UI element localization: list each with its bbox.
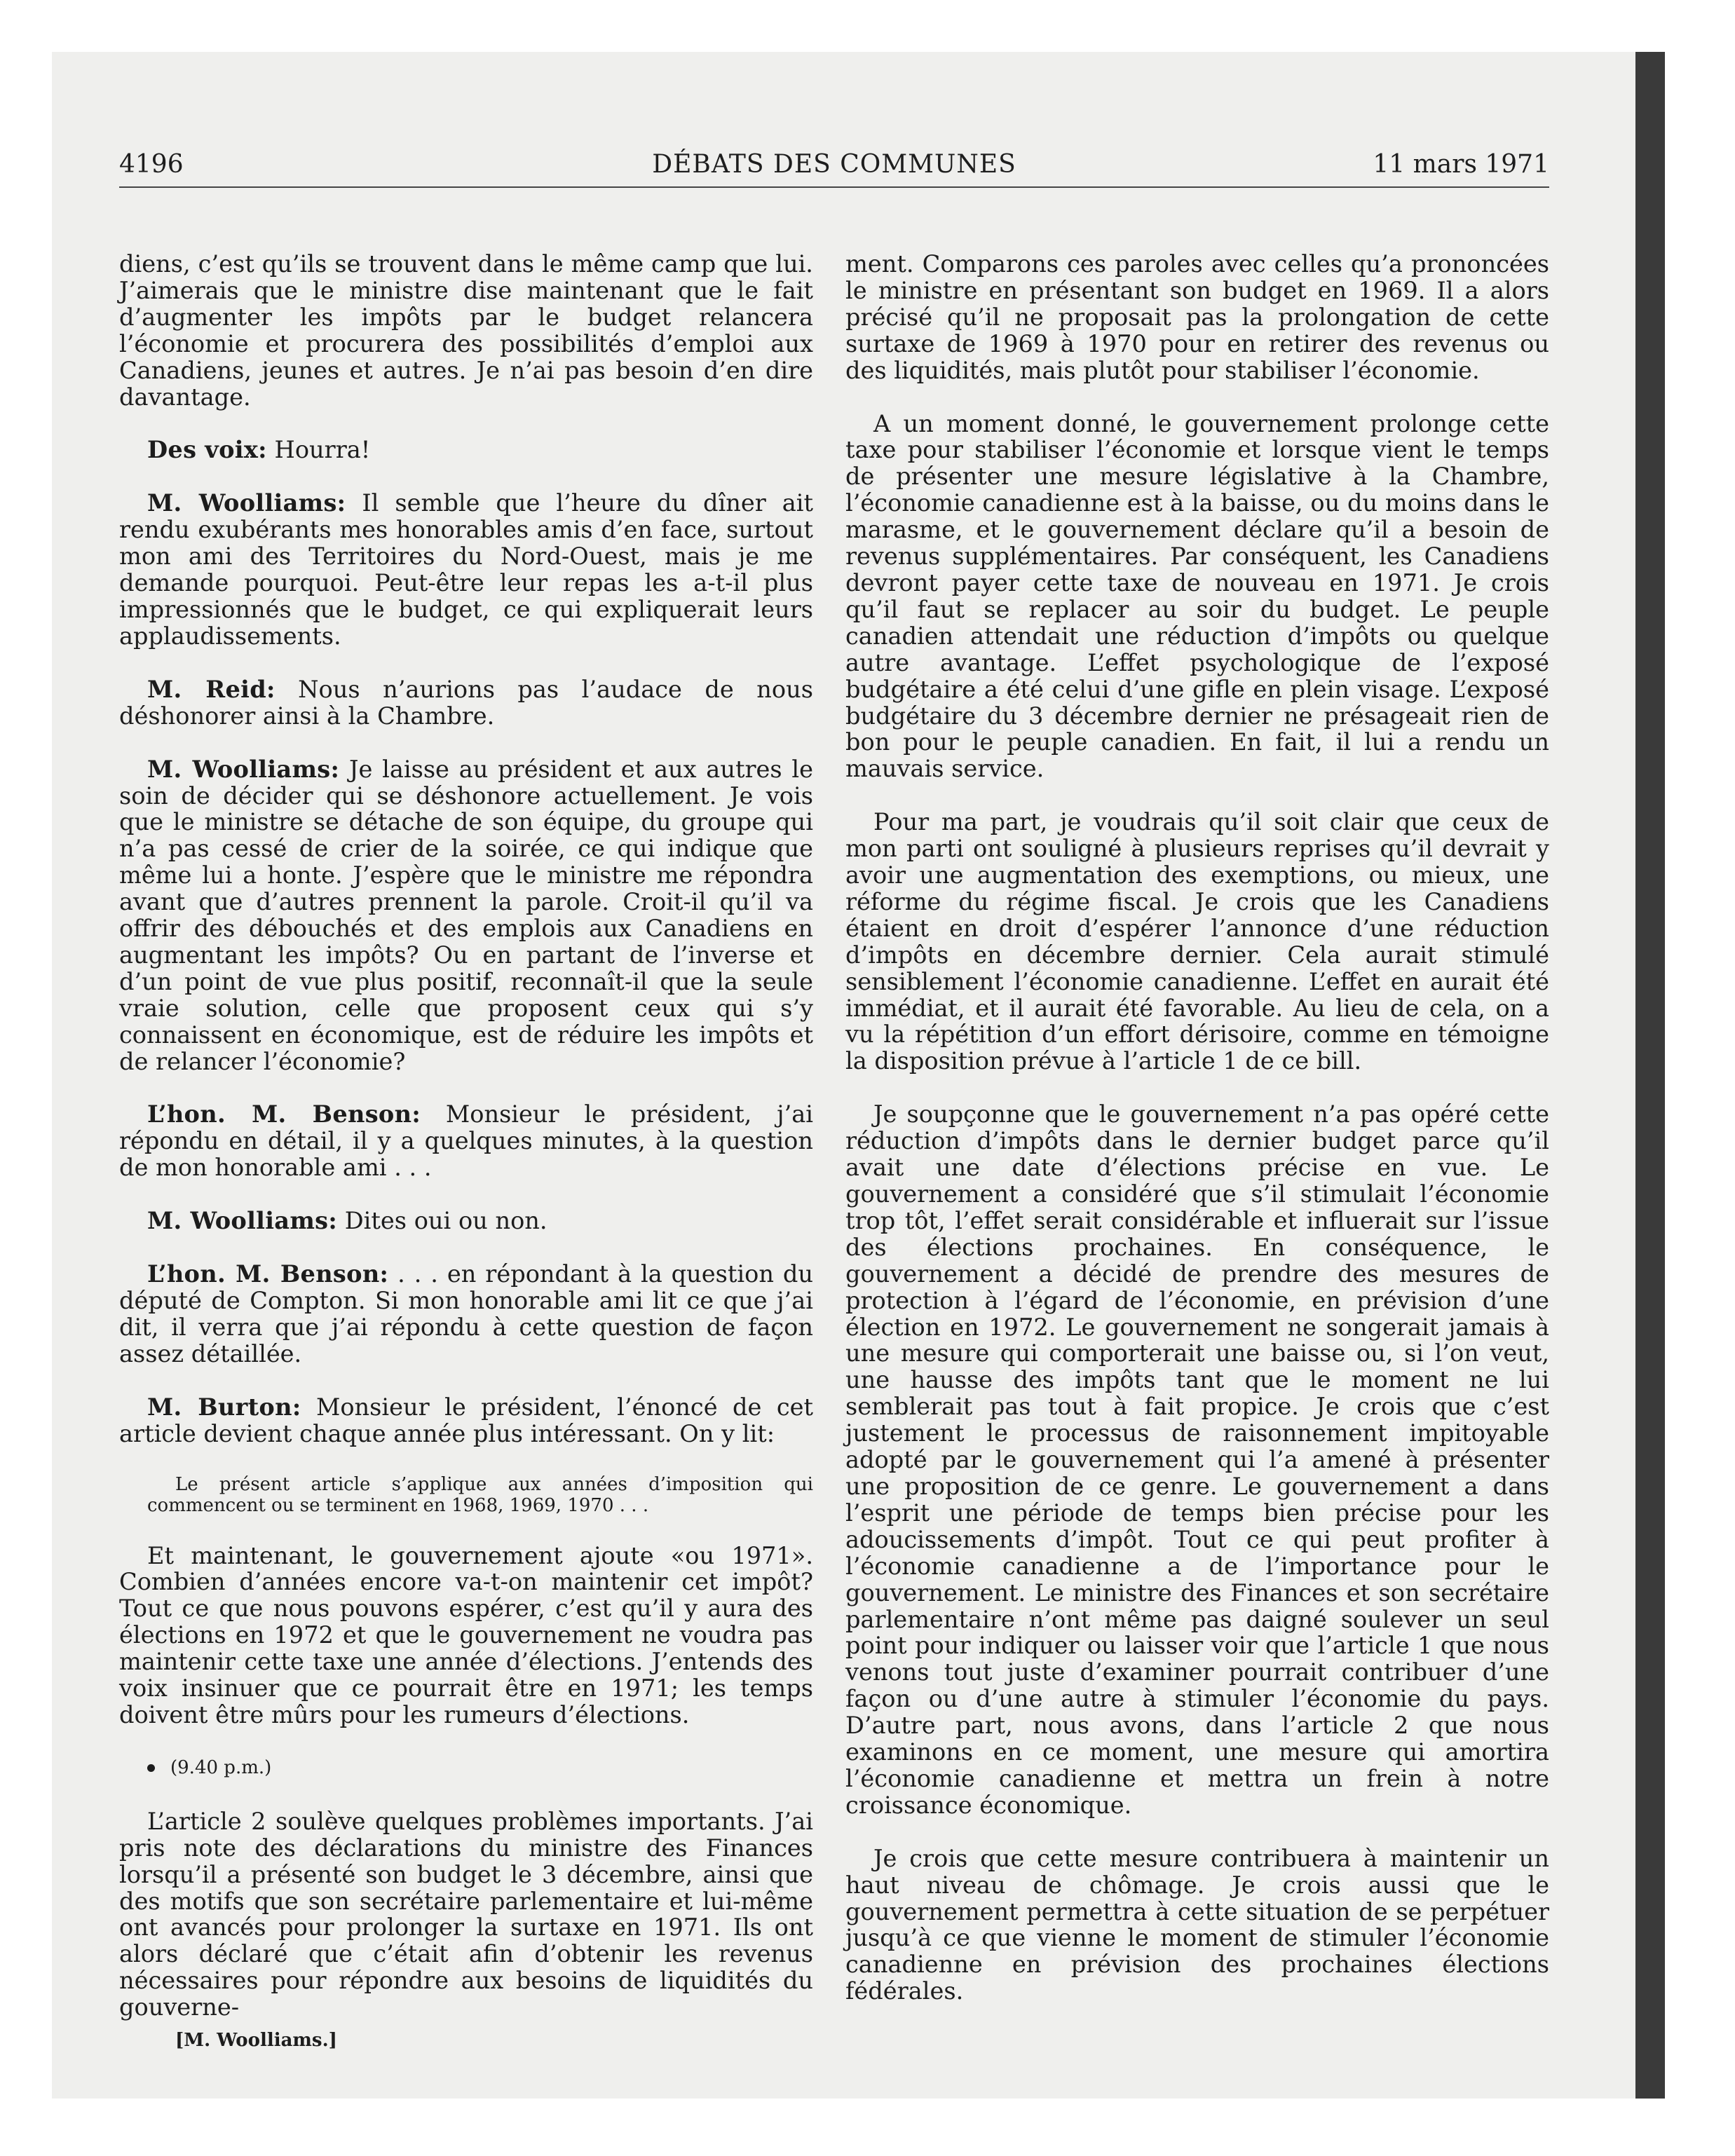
speaker-name: M. Burton: xyxy=(147,1392,301,1421)
speech xyxy=(119,756,813,1075)
speaker-name: M. Woolliams: xyxy=(147,489,346,517)
paragraph: Je soupçonne que le gouvernement n’a pas opéré cette réduction d’impôts dans le dernier budget parce qu’il avait une date d’élections précise en vue. Le gouvernement a considéré que s’il stimulait l’économie trop tôt, l’effet serait considérable et influerait sur l’issue des élections prochaines. En conséquence, le gouvernement a décidé de prendre des mesures de protection à l’égard de l’économie, en prévision d’une élection en 1972. Le gouvernement ne songerait jamais à une mesure qui comporterait une baisse ou, si l’on veut, une hausse des impôts tant que le moment ne lui semblerait pas tout à fait propice. Je crois que c’est justement le processus de raisonnement impitoyable adopté par le gouvernement qui l’a amené à présenter une proposition de ce genre. Le gouvernement a dans l’esprit une période de temps bien précise pour les adoucissements d’impôt. Tout ce qui peut profiter à l’économie canadienne a de l’importance pour le gouvernement. Le ministre des Finances et son secrétaire parlementaire n’ont même pas daigné soulever un seul point pour indiquer ou laisser voir que l’article 1 que nous venons tout juste d’examiner pourrait contribuer d’une façon ou d’une autre à stimuler l’économie du pays. D’autre part, nous avons, dans l’article 2 que nous examinons en ce moment, une mesure qui amortira l’économie canadienne et mettra un frein à notre croissance économique. xyxy=(845,1100,1549,1819)
speech-text: . . . en répondant à la question du député de Compton. Si mon honorable ami lit ce que j’ai dit, il verra que j’ai répondu à cette question de façon assez détaillée. xyxy=(119,1260,813,1367)
speaker-name: M. Woolliams: xyxy=(147,1206,338,1235)
paragraph: diens, c’est qu’ils se trouvent dans le même camp que lui. J’aimerais que le ministre dise maintenant que le fait d’augmenter les impôts par le budget relancera l’économie et procurera des possibilités d’emploi aux Canadiens, jeunes et autres. Je n’ai pas besoin d’en dire davantage. xyxy=(119,250,813,411)
right-column xyxy=(845,251,1549,2031)
scan-edge-shadow xyxy=(1635,52,1665,2099)
speaker-name: M. Reid: xyxy=(147,674,275,703)
speech xyxy=(119,437,813,463)
page-date: 11 mars 1971 xyxy=(1373,150,1549,179)
speech xyxy=(119,676,813,730)
publication-title: DÉBATS DES COMMUNES xyxy=(652,150,1016,179)
speech-text: Monsieur le président, j’ai répondu en détail, il y a quelques minutes, à la question de mon honorable ami . . . xyxy=(119,1100,813,1182)
speech xyxy=(119,1101,813,1181)
paragraph: A un moment donné, le gouvernement prolonge cette taxe pour stabiliser l’économie et lorsque vient le temps de présenter une mesure législative à la Chambre, l’économie canadienne est à la baisse, ou du moins dans le marasme, et le gouvernement déclare qu’il a besoin de revenus supplémentaires. Par conséquent, les Canadiens devront payer cette taxe de nouveau en 1971. Je crois qu’il faut se replacer au soir du budget. Le peuple canadien attendait une réduction d’impôts ou quelque autre avantage. L’effet psychologique de l’exposé budgétaire a été celui d’une gifle en plein visage. L’exposé budgétaire du 3 décembre dernier ne présageait rien de bon pour le peuple canadien. En fait, il lui a rendu un mauvais service. xyxy=(845,409,1549,783)
quoted-text: Le présent article s’applique aux années d’imposition qui commencent ou se terminent en 1968, 1969, 1970 . . . xyxy=(147,1473,813,1516)
speech xyxy=(119,490,813,649)
page-header xyxy=(119,150,1549,188)
speech-text: Je laisse au président et aux autres le soin de décider qui se déshonore actuellement. Je vois que le ministre se détache de son équipe, du groupe qui n’a pas cessé de crier de la soirée, ce qui indique que même lui a honte. J’espère que le ministre me répondra avant que d’autres prennent la parole. Croit-il qu’il va offrir des débouchés et des emplois aux Canadiens en augmentant les impôts? Ou en partant de l’inverse et d’un point de vue plus positif, reconnaît-il que la seule vraie solution, celle que proposent ceux qui s’y connaissent en économique, est de réduire les impôts et de relancer l’économie? xyxy=(119,755,813,1075)
time-stamp: (9.40 p.m.) xyxy=(170,1756,272,1778)
paragraph: Je crois que cette mesure contribuera à maintenir un haut niveau de chômage. Je crois aussi que le gouvernement permettra à cette situation de se perpétuer jusqu’à ce que vienne le moment de stimuler l’économie canadienne en prévision des prochaines élections fédérales. xyxy=(845,1844,1549,2005)
speech xyxy=(119,1261,813,1367)
speech xyxy=(119,1208,813,1234)
speech-text: Nous n’aurions pas l’audace de nous déshonorer ainsi à la Chambre. xyxy=(119,675,813,730)
paragraph: Pour ma part, je voudrais qu’il soit clair que ceux de mon parti ont souligné à plusieurs reprises qu’il devrait y avoir une augmentation des exemptions, ou mieux, une réforme du régime fiscal. Je crois que les Canadiens étaient en droit d’espérer l’annonce d’une réduction d’impôts en décembre dernier. Cela aurait stimulé sensiblement l’économie canadienne. L’effet en aurait été immédiat, et il aurait été favorable. Au lieu de cela, on a vu la répétition d’un effort dérisoire, comme en témoigne la disposition prévue à l’article 1 de ce bill. xyxy=(845,808,1549,1075)
paragraph: Et maintenant, le gouvernement ajoute «ou 1971». Combien d’années encore va-t-on maintenir cet impôt? Tout ce que nous pouvons espérer, c’est qu’il y aura des élections en 1972 et que le gouvernement ne voudra pas maintenir cette taxe une année d’élections. J’entends des voix insinuer que ce pourrait être en 1971; les temps doivent être mûrs pour les rumeurs d’élections. xyxy=(119,1541,813,1728)
left-column xyxy=(119,251,813,2081)
speech-text: Monsieur le président, l’énoncé de cet article devient chaque année plus intéressant. On y lit: xyxy=(119,1393,813,1447)
speaker-name: L’hon. M. Benson: xyxy=(147,1100,421,1128)
speech-text: Il semble que l’heure du dîner ait rendu exubérants mes honorables amis d’en face, surtout mon ami des Territoires du Nord-Ouest, mais je me demande pourquoi. Peut-être leur repas les a-t-il plus impressionnés que le budget, ce qui expliquerait leurs applaudissements. xyxy=(119,489,813,650)
speech xyxy=(119,1394,813,1447)
page-number: 4196 xyxy=(119,150,184,179)
bullet-icon xyxy=(147,1764,155,1772)
speaker-name: M. Woolliams: xyxy=(147,754,340,783)
speaker-name: L’hon. M. Benson: xyxy=(147,1260,389,1288)
speaker-attribution: [M. Woolliams.] xyxy=(175,2030,337,2052)
paragraph: L’article 2 soulève quelques problèmes importants. J’ai pris note des déclarations du ministre des Finances lorsqu’il a présenté son budget le 3 décembre, ainsi que des motifs que son secrétaire parlementaire et lui-même ont avancés pour prolonger la surtaxe en 1971. Ils ont alors déclaré que c’était afin d’obtenir les revenus nécessaires pour répondre aux besoins de liquidités du gouverne- xyxy=(119,1807,813,2021)
speech-text: Dites oui ou non. xyxy=(344,1207,547,1235)
time-marker xyxy=(119,1755,813,1782)
speech-text: Hourra! xyxy=(274,436,371,464)
speaker-name: Des voix: xyxy=(147,435,267,464)
paragraph: ment. Comparons ces paroles avec celles qu’a prononcées le ministre en présentant son budget en 1969. Il a alors précisé qu’il ne proposait pas la prolongation de cette surtaxe de 1969 à 1970 pour en retirer des revenus ou des liquidités, mais plutôt pour stabiliser l’économie. xyxy=(845,250,1549,384)
